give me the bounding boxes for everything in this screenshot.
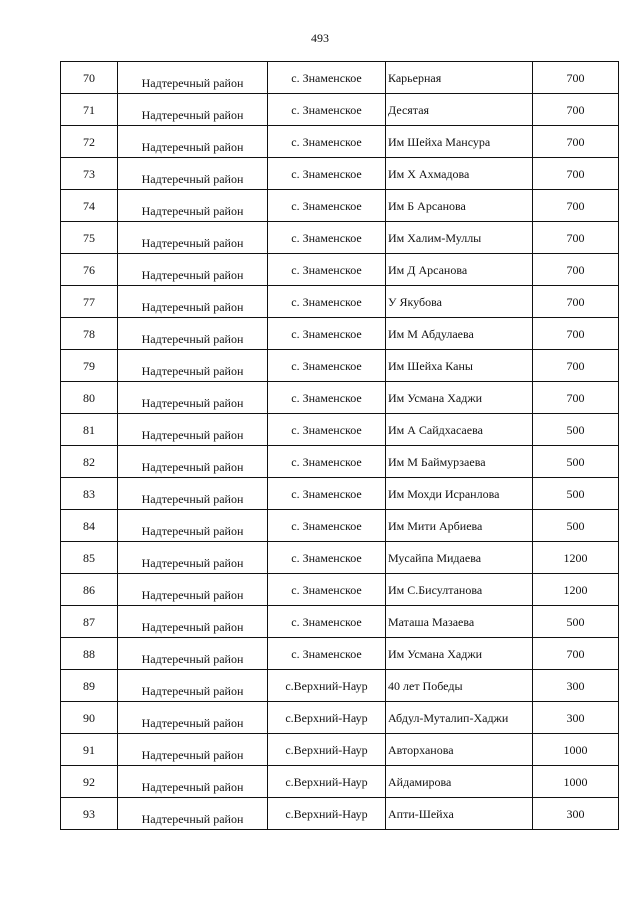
table-row xyxy=(61,94,619,126)
row-number-cell: 80 xyxy=(61,382,118,414)
village-cell: с.Верхний-Наур xyxy=(268,766,386,798)
village-cell: с. Знаменское xyxy=(268,446,386,478)
street-cell: Десятая xyxy=(386,94,533,126)
length-cell: 1000 xyxy=(533,766,619,798)
district-cell: Надтеречный район xyxy=(118,382,268,414)
table-row xyxy=(61,254,619,286)
row-number-cell: 78 xyxy=(61,318,118,350)
row-number-cell: 82 xyxy=(61,446,118,478)
page-number: 493 xyxy=(311,31,329,45)
table-row xyxy=(61,126,619,158)
district-cell: Надтеречный район xyxy=(118,414,268,446)
row-number-cell: 87 xyxy=(61,606,118,638)
street-cell: У Якубова xyxy=(386,286,533,318)
village-cell: с. Знаменское xyxy=(268,606,386,638)
street-cell: Маташа Мазаева xyxy=(386,606,533,638)
table-row xyxy=(61,350,619,382)
district-cell: Надтеречный район xyxy=(118,670,268,702)
street-cell: 40 лет Победы xyxy=(386,670,533,702)
row-number-cell: 84 xyxy=(61,510,118,542)
street-cell: Мусайпа Мидаева xyxy=(386,542,533,574)
village-cell: с. Знаменское xyxy=(268,414,386,446)
table-row xyxy=(61,414,619,446)
district-cell: Надтеречный район xyxy=(118,158,268,190)
district-cell: Надтеречный район xyxy=(118,126,268,158)
district-cell: Надтеречный район xyxy=(118,702,268,734)
length-cell: 700 xyxy=(533,350,619,382)
length-cell: 700 xyxy=(533,222,619,254)
length-cell: 500 xyxy=(533,510,619,542)
length-cell: 700 xyxy=(533,638,619,670)
table-row xyxy=(61,222,619,254)
district-cell: Надтеречный район xyxy=(118,222,268,254)
row-number-cell: 83 xyxy=(61,478,118,510)
village-cell: с. Знаменское xyxy=(268,542,386,574)
street-cell: Им Д Арсанова xyxy=(386,254,533,286)
village-cell: с. Знаменское xyxy=(268,94,386,126)
table-row xyxy=(61,638,619,670)
district-cell: Надтеречный район xyxy=(118,254,268,286)
length-cell: 500 xyxy=(533,446,619,478)
street-cell: Им Шейха Мансура xyxy=(386,126,533,158)
village-cell: с.Верхний-Наур xyxy=(268,702,386,734)
table-row xyxy=(61,734,619,766)
village-cell: с. Знаменское xyxy=(268,190,386,222)
district-cell: Надтеречный район xyxy=(118,318,268,350)
district-cell: Надтеречный район xyxy=(118,94,268,126)
row-number-cell: 71 xyxy=(61,94,118,126)
street-cell: Им М Баймурзаева xyxy=(386,446,533,478)
row-number-cell: 77 xyxy=(61,286,118,318)
table-row xyxy=(61,766,619,798)
row-number-cell: 88 xyxy=(61,638,118,670)
row-number-cell: 91 xyxy=(61,734,118,766)
street-cell: Апти-Шейха xyxy=(386,798,533,830)
district-cell: Надтеречный район xyxy=(118,542,268,574)
street-cell: Карьерная xyxy=(386,62,533,94)
table-row xyxy=(61,382,619,414)
village-cell: с.Верхний-Наур xyxy=(268,798,386,830)
row-number-cell: 85 xyxy=(61,542,118,574)
village-cell: с. Знаменское xyxy=(268,126,386,158)
street-cell: Им Шейха Каны xyxy=(386,350,533,382)
length-cell: 1200 xyxy=(533,574,619,606)
table-row xyxy=(61,478,619,510)
street-cell: Им М Абдулаева xyxy=(386,318,533,350)
district-cell: Надтеречный район xyxy=(118,350,268,382)
table-body xyxy=(61,62,619,830)
length-cell: 700 xyxy=(533,62,619,94)
street-cell: Айдамирова xyxy=(386,766,533,798)
district-cell: Надтеречный район xyxy=(118,62,268,94)
district-cell: Надтеречный район xyxy=(118,286,268,318)
table-row xyxy=(61,542,619,574)
row-number-cell: 93 xyxy=(61,798,118,830)
street-cell: Им Б Арсанова xyxy=(386,190,533,222)
row-number-cell: 81 xyxy=(61,414,118,446)
table-row xyxy=(61,606,619,638)
table-row xyxy=(61,158,619,190)
table-row xyxy=(61,62,619,94)
street-cell: Авторханова xyxy=(386,734,533,766)
length-cell: 1000 xyxy=(533,734,619,766)
village-cell: с. Знаменское xyxy=(268,158,386,190)
district-cell: Надтеречный район xyxy=(118,798,268,830)
village-cell: с. Знаменское xyxy=(268,350,386,382)
length-cell: 700 xyxy=(533,126,619,158)
table-row xyxy=(61,286,619,318)
row-number-cell: 89 xyxy=(61,670,118,702)
village-cell: с.Верхний-Наур xyxy=(268,670,386,702)
row-number-cell: 72 xyxy=(61,126,118,158)
table-row xyxy=(61,670,619,702)
length-cell: 700 xyxy=(533,190,619,222)
village-cell: с. Знаменское xyxy=(268,62,386,94)
district-cell: Надтеречный район xyxy=(118,766,268,798)
village-cell: с. Знаменское xyxy=(268,510,386,542)
table-row xyxy=(61,446,619,478)
table-row xyxy=(61,702,619,734)
village-cell: с.Верхний-Наур xyxy=(268,734,386,766)
table-row xyxy=(61,318,619,350)
length-cell: 300 xyxy=(533,670,619,702)
district-cell: Надтеречный район xyxy=(118,190,268,222)
length-cell: 500 xyxy=(533,606,619,638)
village-cell: с. Знаменское xyxy=(268,286,386,318)
street-cell: Им Мити Арбиева xyxy=(386,510,533,542)
street-cell: Им Халим-Муллы xyxy=(386,222,533,254)
length-cell: 300 xyxy=(533,702,619,734)
row-number-cell: 90 xyxy=(61,702,118,734)
district-cell: Надтеречный район xyxy=(118,510,268,542)
village-cell: с. Знаменское xyxy=(268,638,386,670)
length-cell: 700 xyxy=(533,254,619,286)
district-cell: Надтеречный район xyxy=(118,574,268,606)
row-number-cell: 79 xyxy=(61,350,118,382)
length-cell: 700 xyxy=(533,318,619,350)
district-cell: Надтеречный район xyxy=(118,638,268,670)
district-cell: Надтеречный район xyxy=(118,446,268,478)
row-number-cell: 92 xyxy=(61,766,118,798)
row-number-cell: 86 xyxy=(61,574,118,606)
length-cell: 300 xyxy=(533,798,619,830)
village-cell: с. Знаменское xyxy=(268,254,386,286)
street-cell: Им Х Ахмадова xyxy=(386,158,533,190)
table-row xyxy=(61,190,619,222)
district-cell: Надтеречный район xyxy=(118,478,268,510)
row-number-cell: 70 xyxy=(61,62,118,94)
village-cell: с. Знаменское xyxy=(268,318,386,350)
village-cell: с. Знаменское xyxy=(268,574,386,606)
length-cell: 700 xyxy=(533,286,619,318)
length-cell: 700 xyxy=(533,94,619,126)
district-cell: Надтеречный район xyxy=(118,606,268,638)
length-cell: 700 xyxy=(533,158,619,190)
street-cell: Им А Сайдхасаева xyxy=(386,414,533,446)
row-number-cell: 76 xyxy=(61,254,118,286)
village-cell: с. Знаменское xyxy=(268,222,386,254)
street-cell: Абдул-Муталип-Хаджи xyxy=(386,702,533,734)
district-cell: Надтеречный район xyxy=(118,734,268,766)
table-row xyxy=(61,510,619,542)
street-cell: Им Мохди Исранлова xyxy=(386,478,533,510)
table-row xyxy=(61,574,619,606)
street-cell: Им Усмана Хаджи xyxy=(386,382,533,414)
streets-table xyxy=(60,61,619,830)
street-cell: Им Усмана Хаджи xyxy=(386,638,533,670)
village-cell: с. Знаменское xyxy=(268,478,386,510)
length-cell: 500 xyxy=(533,478,619,510)
row-number-cell: 73 xyxy=(61,158,118,190)
street-cell: Им С.Бисултанова xyxy=(386,574,533,606)
row-number-cell: 75 xyxy=(61,222,118,254)
length-cell: 500 xyxy=(533,414,619,446)
table-row xyxy=(61,798,619,830)
length-cell: 1200 xyxy=(533,542,619,574)
length-cell: 700 xyxy=(533,382,619,414)
village-cell: с. Знаменское xyxy=(268,382,386,414)
row-number-cell: 74 xyxy=(61,190,118,222)
